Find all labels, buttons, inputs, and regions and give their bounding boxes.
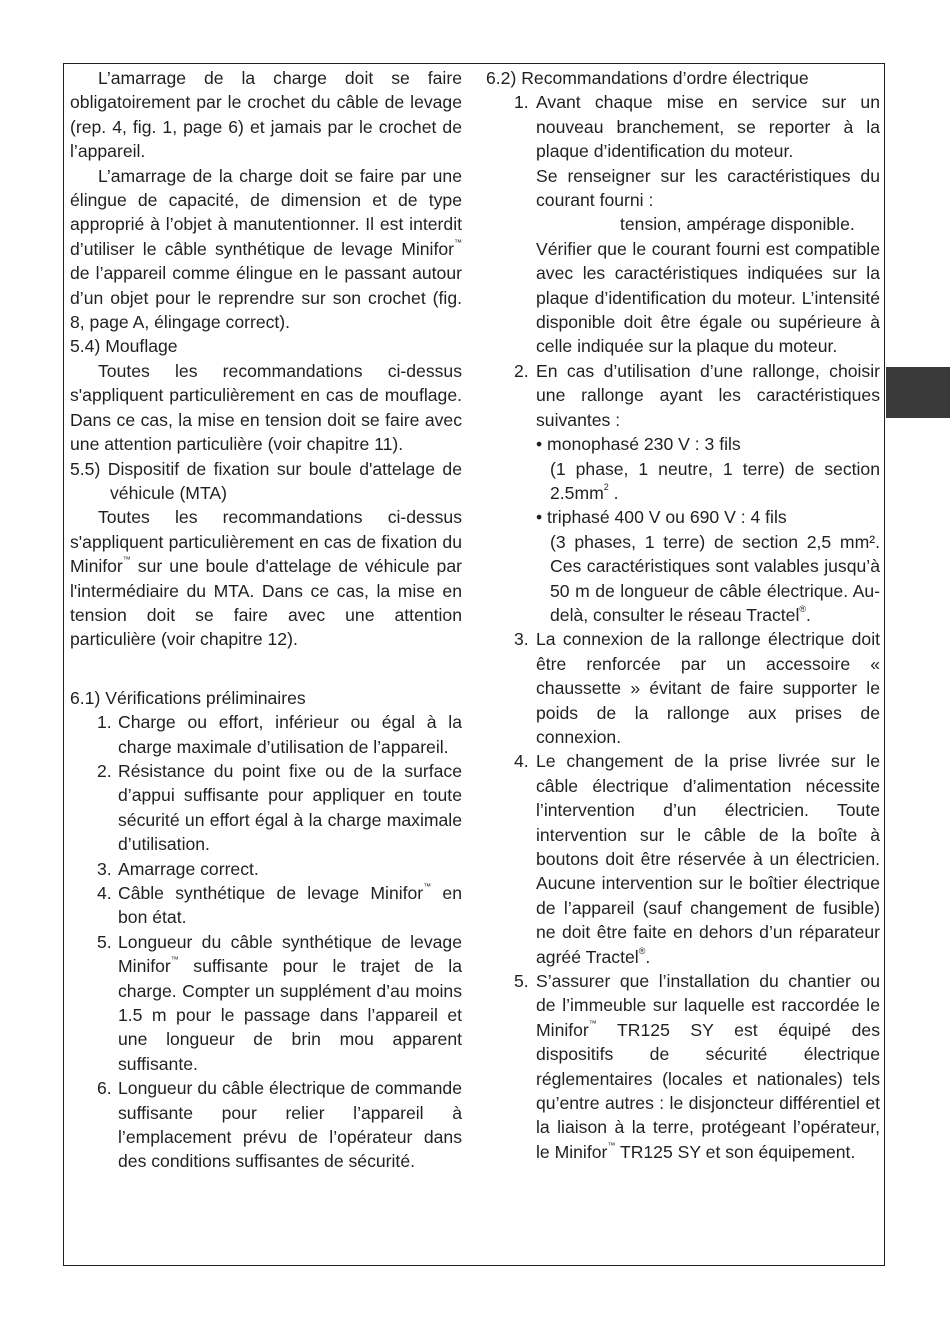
paragraph-mta: Toutes les recommandations ci-dessus s'appliquent particulièrement en cas de fixation du Minifor™ sur une boule d'attelage de véhicule par l'intermédiaire du MTA. Dans ce cas, la mise en tension doit se faire avec une attention particulière (voir chapitre 12). <box>70 507 462 650</box>
list-item: 1. Charge ou effort, inférieur ou égal à la charge maximale d’utilisation de l’appareil. <box>97 712 462 757</box>
list-item: 4. Le changement de la prise livrée sur le câble électrique d’alimentation nécessite l’intervention d’un électricien. Toute intervention sur le câble de la boîte à boutons doit être réservée à un électricien. Aucune intervention sur le boîtier électrique de l’appareil (sauf changement de fusible) ne doit être faite en dehors d’un réparateur agréé Tractel®. <box>514 751 880 967</box>
chapter-tab <box>886 367 950 418</box>
list-item: 6. Longueur du câble électrique de commande suffisante pour relier l’appareil à l’emplacement prévu de l’opérateur dans des conditions suffisantes de sécurité. <box>97 1078 462 1172</box>
right-column <box>486 66 880 1164</box>
paragraph-sling: L’amarrage de la charge doit se faire par une élingue de capacité, de dimension et de type approprié à l’objet à manutentionner. Il est interdit d’utiliser le câble synthétique de levage Minifor™ de l’appareil comme élingue en le passant autour d’un objet pour le reprendre sur son crochet (fig. 8, page A, élingage correct). <box>70 165 462 333</box>
list-item: 1. Avant chaque mise en service sur un nouveau branchement, se reporter à la plaque d’identification du moteur. Se renseigner sur les caractéristiques du courant fourni : tension, ampérage disponible. Vérifier que le courant fourni est compatible avec les caractéristiques indiquées sur la plaque d’identification du moteur. L’intensité disponible doit être égale ou supérieure à celle indiquée sur la plaque du moteur. <box>514 92 880 357</box>
list-item: 3. La connexion de la rallonge électrique doit être renforcée par un accessoire « chaussette » évitant de faire supporter le poids de la rallonge aux prises de connexion. <box>514 629 880 747</box>
list-item: 5. Longueur du câble synthétique de levage Minifor™ suffisante pour le trajet de la charge. Compter un supplément d’au moins 1.5 m pour le passage dans l’appareil et une longueur de brin mou apparent suffisante. <box>97 931 462 1074</box>
list-item: 3. Amarrage correct. <box>97 858 259 879</box>
bullet-monophase: • monophasé 230 V : 3 fils (1 phase, 1 neutre, 1 terre) de section $2.5mm^2$ . <box>536 434 880 503</box>
heading-6-2: 6.2) Recommandations d’ordre électrique <box>486 68 809 88</box>
list-item: 2. Résistance du point fixe ou de la surface d’appui suffisante pour appliquer en toute sécurité un effort égal à la charge maximale d’utilisation. <box>97 760 462 855</box>
heading-5-4: 5.4) Mouflage <box>70 336 178 357</box>
checklist <box>70 710 462 1174</box>
bullet-triphase: • triphasé 400 V ou 690 V : 4 fils (3 phases, 1 terre) de section 2,5 mm². Ces caractéristiques sont valables jusqu’à 50 m de longueur de câble électrique. Au-delà, consulter le réseau Tractel®. <box>536 507 880 625</box>
list-item: 4. Câble synthétique de levage Minifor™ en bon état. <box>97 882 462 928</box>
heading-5-5: 5.5) Dispositif de fixation sur boule d'attelage de véhicule (MTA) <box>70 458 462 503</box>
paragraph-mouflage: Toutes les recommandations ci-dessus s'appliquent particulièrement en cas de mouflage. Dans ce cas, la mise en tension doit se faire avec une attention particulière (voir chapitre 11). <box>70 360 462 455</box>
list-item: 5. S’assurer que l’installation du chantier ou de l’immeuble sur laquelle est raccordée le Minifor™ TR125 SY est équipé des dispositifs de sécurité électrique réglementaires (locales et nationales) tels qu’entre autres : le disjoncteur différentiel et la liaison à la terre, protégeant l’opérateur, le Minifor™ TR125 SY et son équipement. <box>514 971 880 1162</box>
left-column <box>70 66 462 1174</box>
heading-6-1: 6.1) Vérifications préliminaires <box>70 687 306 708</box>
electrical-list <box>486 90 880 1164</box>
list-item: 2. En cas d’utilisation d’une rallonge, choisir une rallonge ayant les caractéristiques suivantes : • monophasé 230 V : 3 fils (1 phase, 1 neutre, 1 terre) de section $2.5mm^2$ . • triphasé 400 V ou 690 V : 4 fils (3 phases, 1 terre) de section 2,5 mm². Ces caractéristiques sont valables jusqu’à 50 m de longueur de câble électrique. Au-delà, consulter le réseau Tractel®. <box>486 359 880 627</box>
paragraph-load-attachment: L’amarrage de la charge doit se faire obligatoirement par le crochet du câble de levage (rep. 4, fig. 1, page 6) et jamais par le crochet de l’appareil. <box>70 68 462 162</box>
